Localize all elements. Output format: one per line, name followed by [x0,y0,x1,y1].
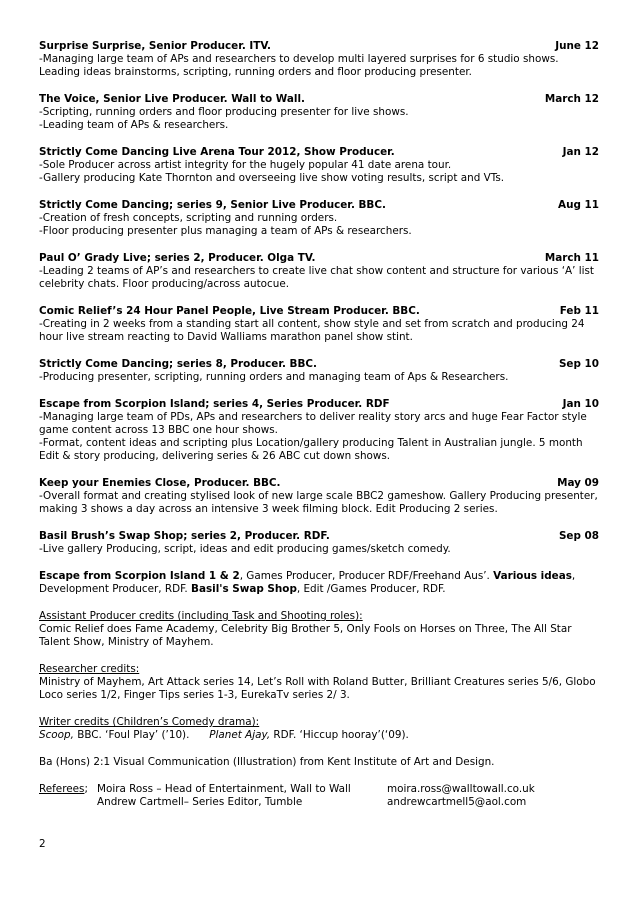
job-heading [39,398,599,411]
referee-2-name: Andrew Cartmell– Series Editor, Tumble [97,796,303,808]
job-date: Jan 10 [562,398,599,410]
job-title: Strictly Come Dancing; series 9, Senior Live Producer. BBC. [39,199,386,211]
job-description-line: -Format, content ideas and scripting plus Location/gallery producing Talent in Australian jungle. 5 month Edit & story producing, delivering series & 26 ABC cut down shows. [39,437,583,462]
assistant-producer-credits [39,610,599,649]
referees-spacer [39,796,97,809]
job-entry [39,40,599,79]
swap-shop-title: Basil's Swap Shop [191,583,297,595]
job-entry [39,252,599,291]
job-heading [39,305,599,318]
job-date: Feb 11 [559,305,599,317]
job-title: The Voice, Senior Live Producer. Wall to Wall. [39,93,305,105]
job-title: Comic Relief’s 24 Hour Panel People, Live Stream Producer. BBC. [39,305,420,317]
swap-shop-role: , Edit /Games Producer, RDF. [296,583,446,595]
various-ideas-role: , Development Producer, RDF. [39,570,576,595]
job-date: Jan 12 [562,146,599,158]
job-title: Strictly Come Dancing; series 8, Producer. BBC. [39,358,317,370]
writer-scoop: Scoop, [39,729,74,741]
job-entry [39,530,599,556]
job-heading [39,530,599,543]
job-entry [39,398,599,463]
job-description-line: -Overall format and creating stylised look of new large scale BBC2 gameshow. Gallery Producing presenter, making 3 shows a day across an intensive 3 week filming block. Edit Producing 2 series. [39,490,598,515]
escape-credits-line [39,570,599,596]
researcher-credits-text: Ministry of Mayhem, Art Attack series 14, Let’s Roll with Roland Butter, Brilliant Creatures series 5/6, Globo Loco series 1/2, Finger Tips series 1-3, EurekaTv series 2/ 3. [39,676,596,701]
job-entry [39,146,599,185]
job-date: March 12 [544,93,599,105]
various-ideas-title: Various ideas [493,570,572,582]
job-heading [39,358,599,371]
job-description-line: -Creation of fresh concepts, scripting and running orders. [39,212,338,224]
job-entry [39,93,599,132]
job-date: Aug 11 [558,199,599,211]
job-date: Sep 08 [558,530,599,542]
job-title: Paul O’ Grady Live; series 2, Producer. Olga TV. [39,252,316,264]
education: Ba (Hons) 2:1 Visual Communication (Illustration) from Kent Institute of Art and Design. [39,756,495,768]
writer-planet-detail: RDF. ‘Hiccup hooray’(‘09). [270,729,409,741]
escape-role: , Games Producer, Producer RDF/Freehand Aus’. [239,570,494,582]
referees-separator: ; [84,783,88,795]
referees [39,783,599,809]
job-heading [39,477,599,490]
assistant-credits-text: Comic Relief does Fame Academy, Celebrity Big Brother 5, Only Fools on Horses on Three, The All Star Talent Show, Ministry of Mayhem. [39,623,572,648]
job-title: Basil Brush’s Swap Shop; series 2, Producer. RDF. [39,530,330,542]
job-date: June 12 [555,40,599,52]
assistant-credits-heading: Assistant Producer credits (including Task and Shooting roles): [39,610,363,622]
job-entry [39,477,599,516]
job-heading [39,146,599,159]
job-heading [39,199,599,212]
job-description-line: -Creating in 2 weeks from a standing start all content, show style and set from scratch and producing 24 hour live stream reacting to David Walliams marathon panel show stint. [39,318,585,343]
page-number: 2 [39,838,46,850]
job-entry [39,358,599,384]
job-description-line: -Live gallery Producing, script, ideas and edit producing games/sketch comedy. [39,543,451,555]
referees-label-cell [39,783,97,796]
job-title: Surprise Surprise, Senior Producer. ITV. [39,40,272,52]
researcher-credits-heading: Researcher credits: [39,663,140,675]
job-description-line: -Producing presenter, scripting, running orders and managing team of Aps & Researchers. [39,371,509,383]
job-list [39,40,599,556]
job-description-line: -Managing large team of PDs, APs and researchers to deliver reality story arcs and huge Fear Factor style game content across 13 BBC one hour shows. [39,411,587,436]
escape-title: Escape from Scorpion Island 1 & 2 [39,570,240,582]
writer-planet-ajay: Planet Ajay, [209,729,271,741]
job-description-line: -Leading team of APs & researchers. [39,119,229,131]
referee-1-email: moira.ross@walltowall.co.uk [387,783,535,795]
job-title: Escape from Scorpion Island; series 4, Series Producer. RDF [39,398,390,410]
referees-label: Referees [39,783,85,795]
referee-1-name: Moira Ross – Head of Entertainment, Wall to Wall [97,783,351,795]
job-entry [39,305,599,344]
job-description-line: -Leading 2 teams of AP’s and researchers to create live chat show content and structure for various ‘A’ list celebrity chats. Floor producing/across autocue. [39,265,594,290]
job-heading [39,252,599,265]
researcher-credits [39,663,599,702]
job-heading [39,40,599,53]
job-description-line: -Managing large team of APs and researchers to develop multi layered surprises for 6 studio shows. Leading ideas brainstorms, scripting, running orders and floor producing presenter. [39,53,559,78]
writer-credits [39,716,599,742]
job-date: March 11 [544,252,599,264]
referee-2-email: andrewcartmell5@aol.com [387,796,527,808]
job-heading [39,93,599,106]
job-description-line: -Sole Producer across artist integrity for the hugely popular 41 date arena tour. [39,159,452,171]
job-date: Sep 10 [558,358,599,370]
writer-credits-heading: Writer credits (Children’s Comedy drama): [39,716,260,728]
job-entry [39,199,599,238]
cv-content [39,40,599,809]
job-date: May 09 [557,477,599,489]
writer-scoop-detail: BBC. ‘Foul Play’ (’10). [73,729,210,741]
job-description-line: -Gallery producing Kate Thornton and overseeing live show voting results, script and VTs. [39,172,505,184]
job-title: Keep your Enemies Close, Producer. BBC. [39,477,281,489]
writer-credits-text [39,729,599,742]
job-description-line: -Scripting, running orders and floor producing presenter for live shows. [39,106,409,118]
job-description-line: -Floor producing presenter plus managing a team of APs & researchers. [39,225,412,237]
job-title: Strictly Come Dancing Live Arena Tour 2012, Show Producer. [39,146,395,158]
